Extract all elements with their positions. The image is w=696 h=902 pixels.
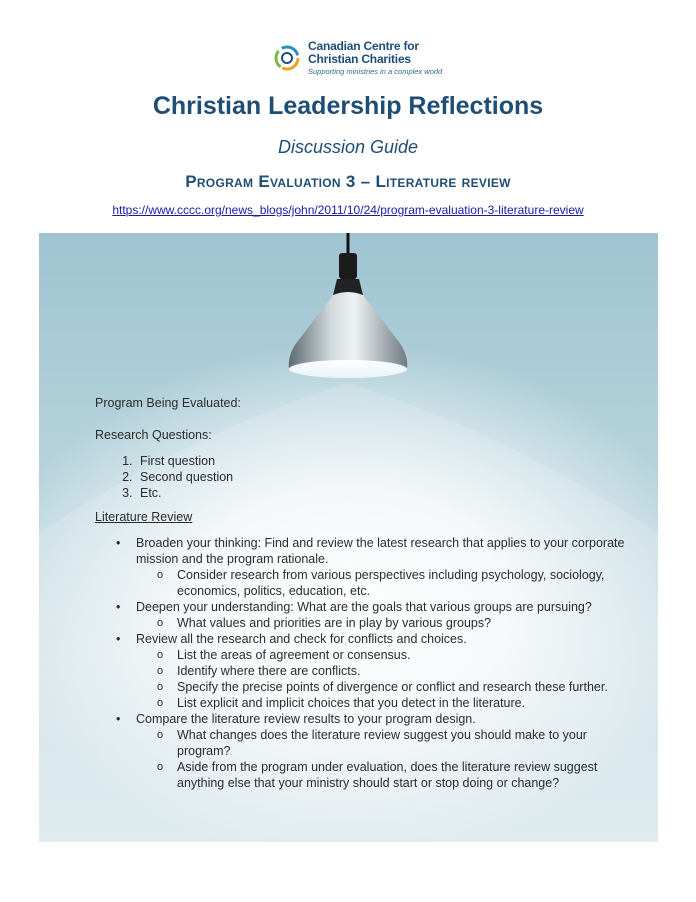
sub-list-item: o Identify where there are conflicts.	[177, 663, 625, 679]
list-item	[136, 599, 625, 631]
article-link[interactable]: https://www.cccc.org/news_blogs/john/2011/10/24/program-evaluation-3-literature-review	[112, 203, 584, 217]
list-item	[136, 631, 625, 711]
sub-list-item: o List the areas of agreement or consensus.	[177, 647, 625, 663]
list-item-text: Review all the research and check for conflicts and choices.	[136, 632, 467, 646]
lamp-background-panel	[39, 233, 658, 842]
literature-review-list	[95, 535, 625, 791]
list-item-text: Broaden your thinking: Find and review the latest research that applies to your corporate mission and the program rationale.	[136, 536, 625, 566]
literature-review-heading: Literature Review	[95, 510, 193, 524]
research-questions-label: Research Questions:	[95, 428, 212, 442]
org-name-line1: Canadian Centre for	[308, 39, 419, 54]
list-item: 3. Etc.	[136, 485, 625, 501]
list-item-text: Compare the literature review results to your program design.	[136, 712, 476, 726]
guide-content	[95, 395, 625, 791]
page-subtitle: Discussion Guide	[277, 137, 419, 157]
program-field-label: Program Being Evaluated:	[95, 396, 241, 410]
org-tagline: Supporting ministries in a complex world	[308, 66, 443, 76]
sub-list-item: o What values and priorities are in play by various groups?	[177, 615, 625, 631]
page-title: Christian Leadership Reflections	[152, 92, 544, 120]
sub-list-item: o List explicit and implicit choices that you detect in the literature.	[177, 695, 625, 711]
list-item: 1. First question	[136, 453, 625, 469]
sub-list-item: o Specify the precise points of divergence or conflict and research these further.	[177, 679, 625, 695]
sub-list-item: o What changes does the literature review suggest you should make to your program?	[177, 727, 625, 759]
org-logo	[272, 36, 442, 80]
research-questions-list	[95, 453, 625, 501]
org-name-line2: Christian Charities	[308, 52, 411, 67]
list-item	[136, 535, 625, 599]
logo-swirl-icon	[272, 43, 302, 73]
sub-list-item: o Consider research from various perspectives including psychology, sociology, economics, politics, education, etc.	[177, 567, 625, 599]
list-item	[136, 711, 625, 791]
list-item-text: Deepen your understanding: What are the goals that various groups are pursuing?	[136, 600, 592, 614]
list-item: 2. Second question	[136, 469, 625, 485]
sub-list-item: o Aside from the program under evaluation, does the literature review suggest anything else that your ministry should start or stop doing or change?	[177, 759, 625, 791]
section-heading: Program Evaluation 3 – Literature review	[185, 172, 511, 191]
